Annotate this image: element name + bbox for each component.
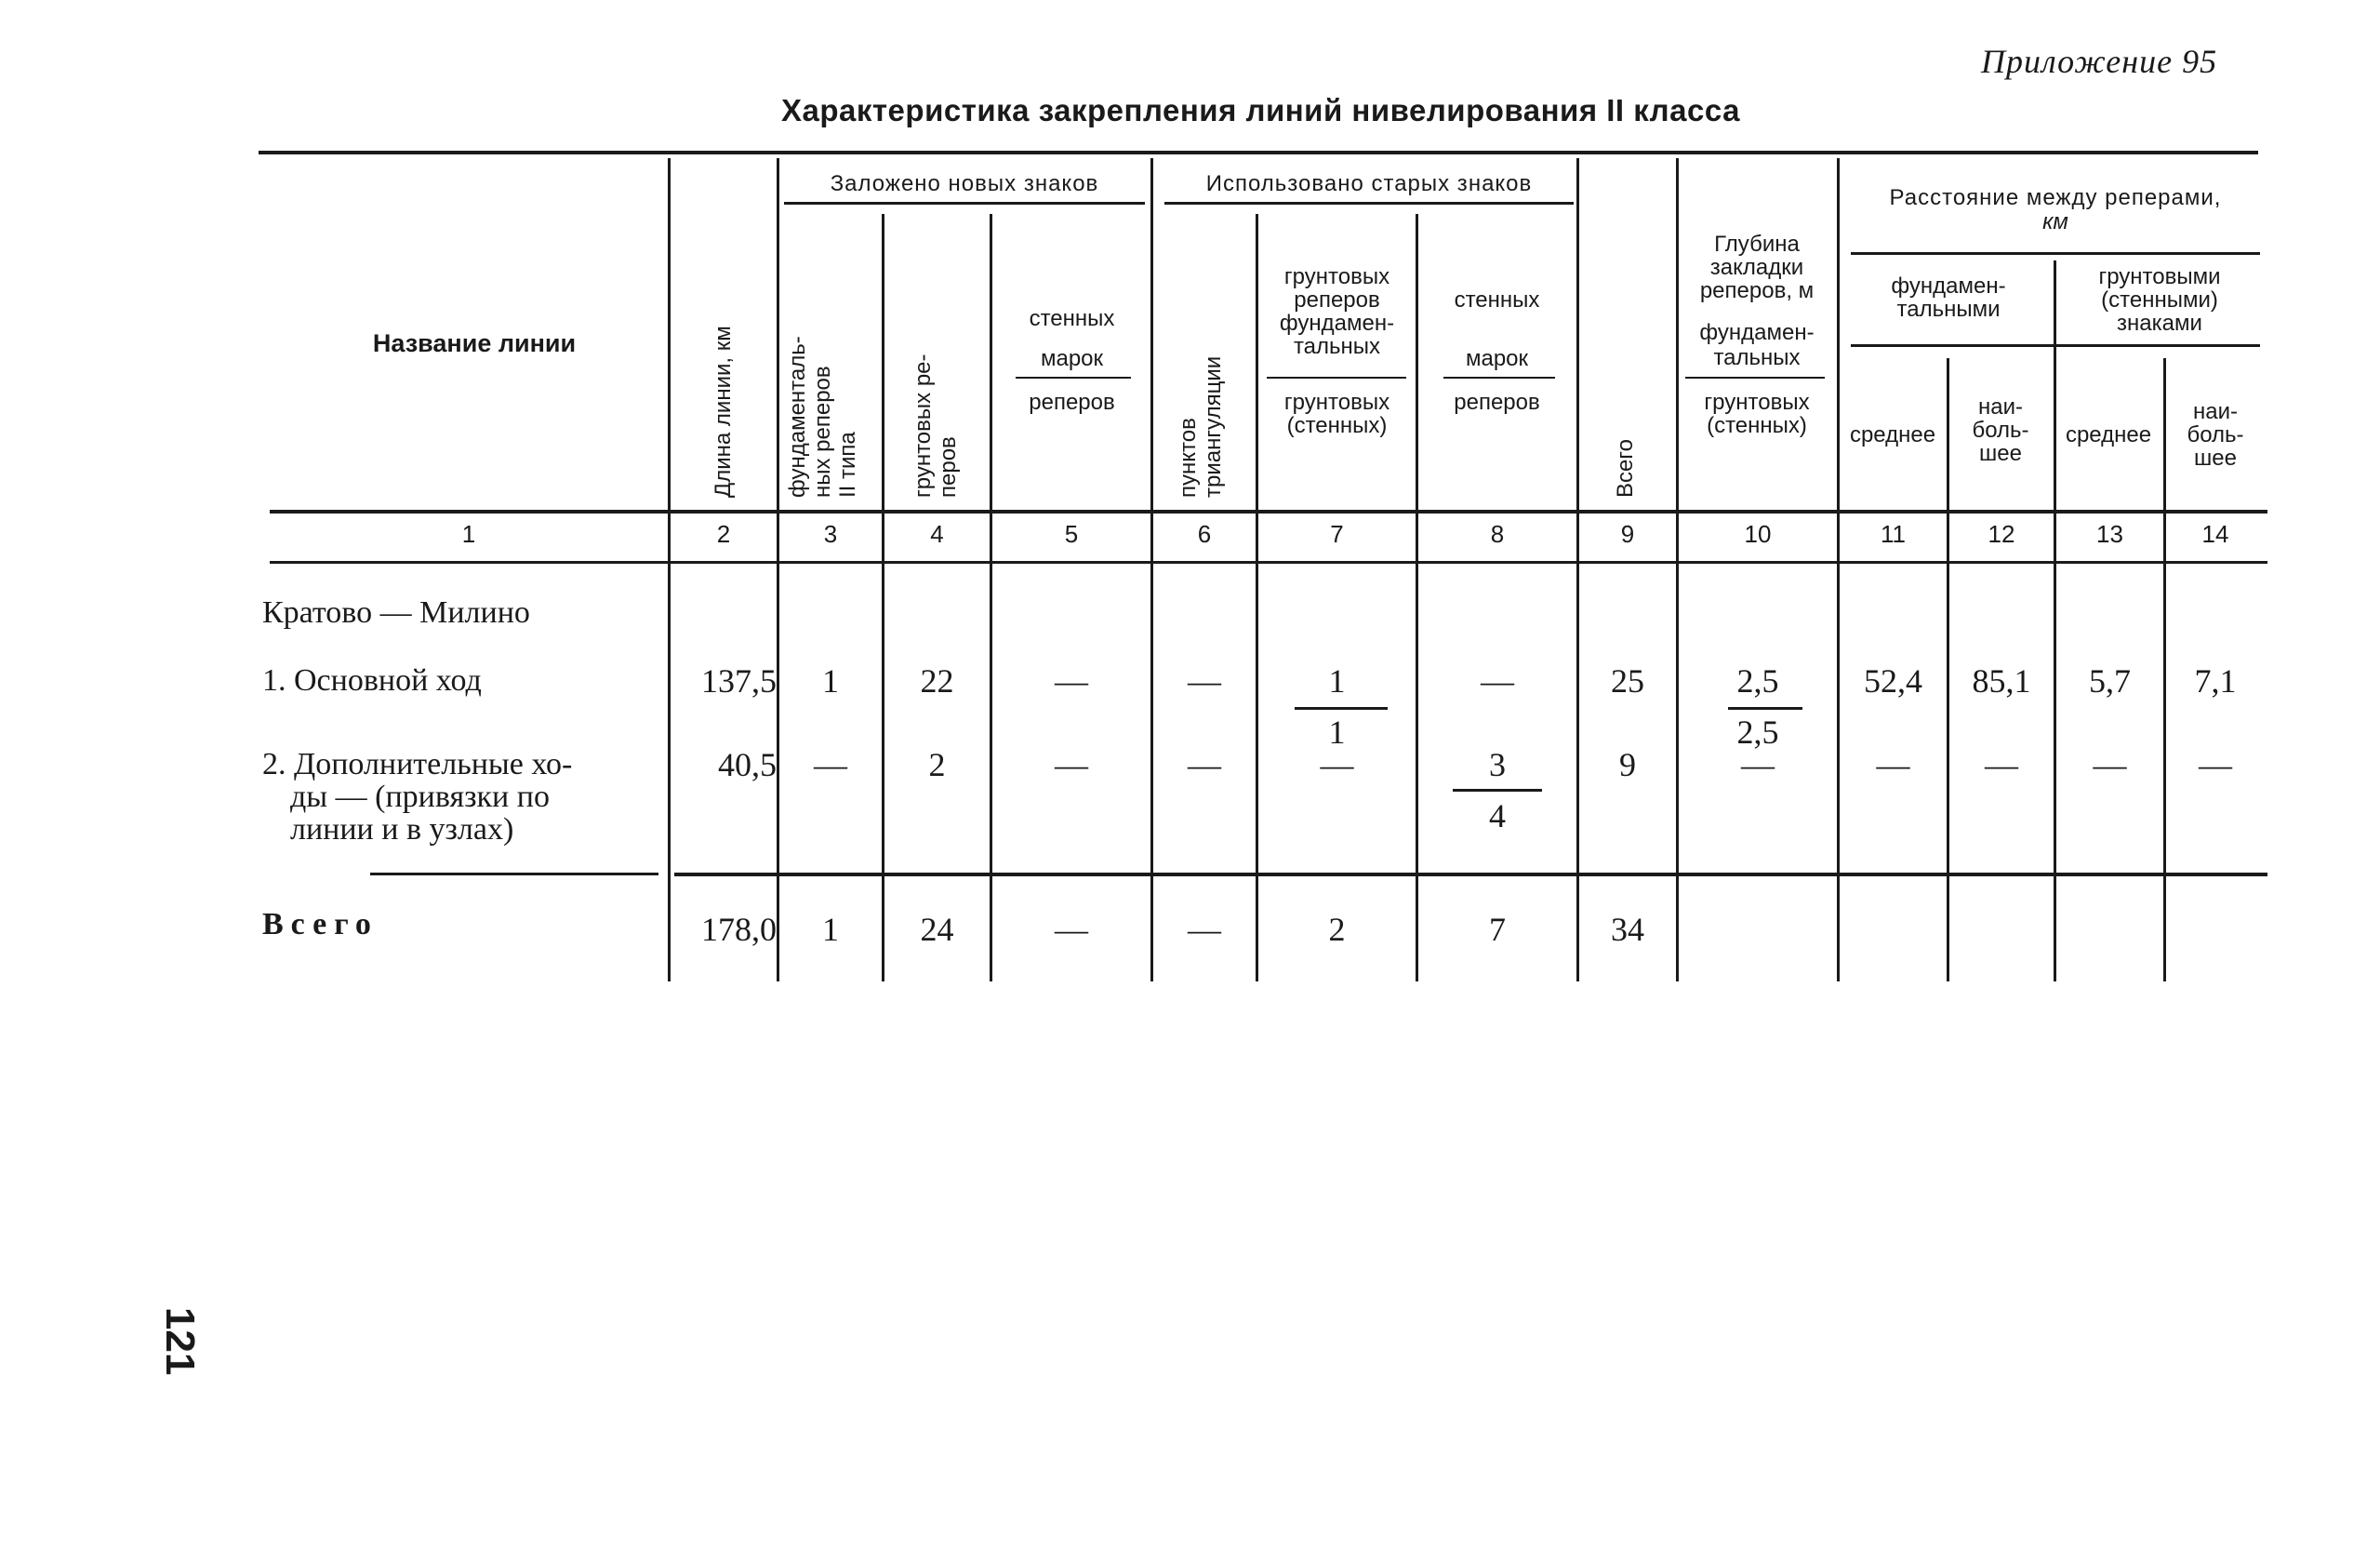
cell-new-ground: 22 — [920, 662, 954, 700]
cell-depth-top: 2,5 — [1736, 662, 1779, 700]
col-number: 3 — [823, 520, 838, 548]
page-number: 121 — [157, 1307, 203, 1376]
cell-old-ground-bottom: 1 — [1328, 714, 1346, 751]
cell-new-ground: 24 — [920, 911, 954, 948]
cell-new-fundamental: — — [814, 746, 847, 783]
cell-old-ground: 2 — [1328, 911, 1346, 948]
col-number: 8 — [1490, 520, 1505, 548]
col-length-header: Длина линии, км — [711, 326, 736, 498]
col-divider — [1150, 158, 1153, 981]
cell-depth-bottom: 2,5 — [1736, 714, 1779, 751]
cell-new-wall: — — [1055, 746, 1088, 783]
top-rule — [259, 151, 2258, 154]
col-number: 5 — [1064, 520, 1079, 548]
cell-total: 34 — [1611, 911, 1644, 948]
col-name-header: Название линии — [372, 329, 577, 357]
cell-dist-12: — — [1985, 746, 2018, 783]
col-number: 7 — [1330, 520, 1344, 548]
col-number: 10 — [1744, 520, 1772, 548]
col-number: 2 — [716, 520, 731, 548]
row-name-line-3: линии и в узлах) — [290, 812, 514, 847]
row-name-line-1: 2. Дополнительные хо- — [262, 747, 573, 781]
row-name: 1. Основной ход — [262, 663, 482, 698]
cell-new-fundamental: 1 — [822, 662, 839, 700]
col-number: 14 — [2201, 520, 2229, 548]
cell-length: 137,5 — [701, 662, 777, 700]
section-label: Кратово — Милино — [262, 595, 530, 630]
col-divider — [1576, 158, 1579, 981]
cell-dist-13: — — [2093, 746, 2127, 783]
col-number: 12 — [1988, 520, 2015, 548]
numbers-bottom-rule — [270, 561, 2267, 564]
cell-dist-11: 52,4 — [1864, 662, 1922, 700]
fraction-bar — [1295, 707, 1388, 710]
cell-dist-13: 5,7 — [2089, 662, 2131, 700]
col-divider — [990, 214, 992, 981]
col-number: 1 — [461, 520, 476, 548]
cell-old-ground-top: 1 — [1328, 662, 1346, 700]
rule-new-group — [784, 202, 1145, 205]
col-number: 6 — [1197, 520, 1212, 548]
rule-old-group — [1164, 202, 1574, 205]
appendix-label: Приложение 95 — [1981, 43, 2218, 80]
col-number: 11 — [1881, 520, 1906, 548]
cell-total: 25 — [1611, 662, 1644, 700]
cell-dist-12: 85,1 — [1972, 662, 2031, 700]
col-divider — [1256, 214, 1258, 981]
col-number: 4 — [930, 520, 944, 548]
cell-old-triangulation: — — [1188, 911, 1221, 948]
cell-old-ground: — — [1320, 746, 1354, 783]
row-name-line-2: ды — (привязки по — [290, 780, 550, 814]
col-number: 9 — [1620, 520, 1635, 548]
cell-new-fundamental: 1 — [822, 911, 839, 948]
fraction-bar — [1728, 707, 1802, 710]
ground-fraction-rule — [1267, 377, 1406, 379]
wall-fraction-rule — [1016, 377, 1131, 379]
cell-length: 178,0 — [701, 911, 777, 948]
col-divider — [1416, 214, 1418, 981]
header-bottom-rule — [270, 510, 2267, 514]
cell-old-triangulation: — — [1188, 746, 1221, 783]
cell-length: 40,5 — [718, 746, 777, 783]
col-13-header: среднее — [2065, 422, 2152, 447]
cell-old-wall-top: 3 — [1489, 746, 1506, 783]
group-old-marks: Использовано старых знаков — [1205, 171, 1533, 196]
wall-fraction-rule — [1443, 377, 1555, 379]
group-new-marks: Заложено новых знаков — [830, 171, 1099, 196]
col-divider — [668, 158, 671, 981]
table-title: Характеристика закрепления линий нивелирования II класса — [781, 93, 1740, 127]
rule-dist-group — [1851, 252, 2260, 255]
cell-dist-14: — — [2199, 746, 2232, 783]
col-divider — [2054, 260, 2056, 981]
cell-old-triangulation: — — [1188, 662, 1221, 700]
cell-old-wall: — — [1481, 662, 1514, 700]
col-total-header: Всего — [1613, 439, 1638, 498]
total-label: Всего — [262, 907, 379, 941]
cell-old-wall: 7 — [1489, 911, 1506, 948]
cell-old-wall-bottom: 4 — [1489, 797, 1506, 834]
cell-dist-14: 7,1 — [2194, 662, 2237, 700]
cell-new-ground: 2 — [928, 746, 946, 783]
fraction-bar — [1453, 789, 1542, 792]
col-divider — [882, 214, 884, 981]
cell-depth: — — [1741, 746, 1775, 783]
cell-dist-11: — — [1876, 746, 1910, 783]
cell-new-wall: — — [1055, 662, 1088, 700]
col-divider — [1837, 158, 1840, 981]
col-divider — [777, 158, 779, 981]
col-number: 13 — [2096, 520, 2123, 548]
sum-rule-left — [370, 873, 658, 875]
cell-total: 9 — [1619, 746, 1636, 783]
depth-fraction-rule — [1685, 377, 1825, 379]
col-11-header: среднее — [1849, 422, 1936, 447]
cell-new-wall: — — [1055, 911, 1088, 948]
sum-rule — [674, 873, 2267, 876]
